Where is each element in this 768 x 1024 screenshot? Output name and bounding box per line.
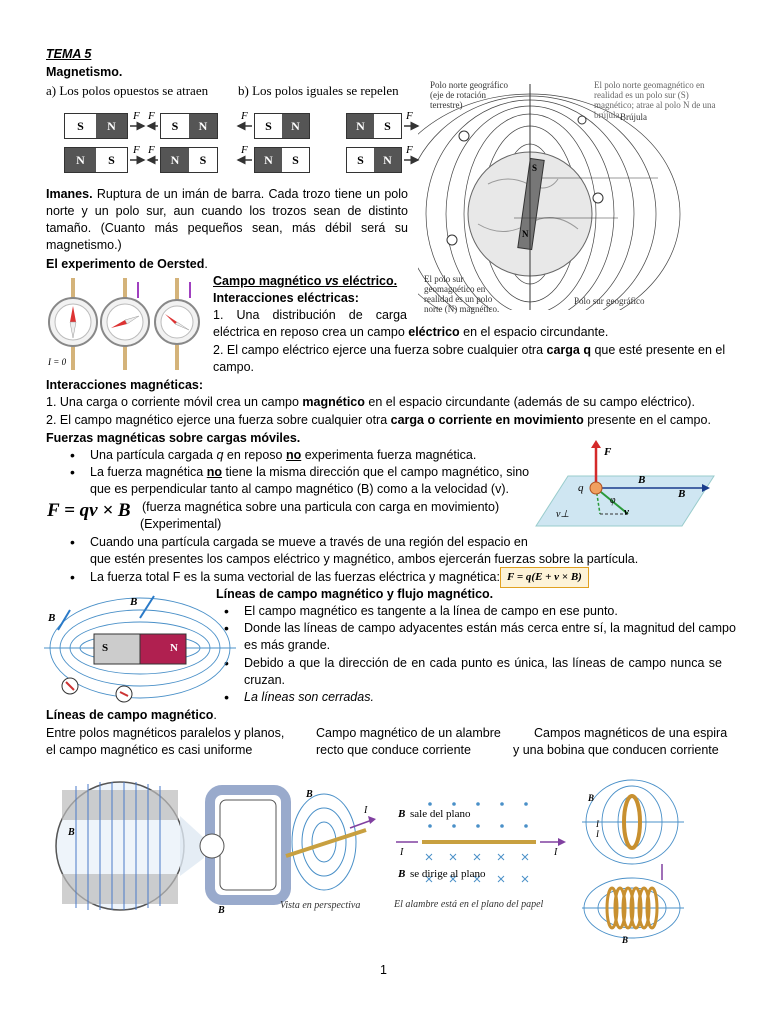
page-title: Magnetismo. bbox=[46, 65, 123, 79]
tema-heading: TEMA 5 bbox=[46, 47, 92, 61]
elec-item-2: 2. El campo eléctrico ejerce una fuerza sobre cualquier otra carga q que esté presente en el bbox=[213, 343, 726, 357]
fuerzas-bullet-1: • Una partícula cargada q en reposo no experimenta fuerza magnética. bbox=[90, 447, 476, 464]
fuerzas-bullet-3-cont: que estén presentes los campos eléctrico y magnético, ambos ejercerán fuerzas sobre la partícula. bbox=[90, 552, 639, 566]
magnet-bar: S N bbox=[160, 113, 218, 139]
col3-line2: y una bobina que conducen corriente bbox=[513, 743, 719, 757]
loop-coil-figure: B I I B bbox=[580, 776, 688, 946]
lineas-title: Líneas de campo magnético. bbox=[46, 708, 217, 722]
bar-magnet-field-figure: B B S N bbox=[44, 590, 236, 704]
loop-coil-icon bbox=[580, 776, 688, 946]
magnet-bar: S N bbox=[64, 113, 128, 139]
poles-a-caption: a) Los polos opuestos se atraen bbox=[46, 83, 209, 98]
col1-line1: Entre polos magnéticos paralelos y planos, bbox=[46, 726, 285, 740]
flujo-point-4: • La líneas son cerradas. bbox=[244, 689, 374, 706]
earth-field-figure: S N Polo norte geográfico (eje de rotación terrestre) El polo norte geomagnético en realidad es un polo sur (S) magnético; atrae al polo N de una brújula. Brújula El polo sur geomagnético en realidad es un polo norte (N) magnético. Polo sur geográfico bbox=[418, 74, 724, 310]
uniform-field-icon bbox=[54, 776, 294, 926]
total-force-formula: F = q(E + v × B) bbox=[500, 567, 589, 588]
north-magnetic-note: El polo norte geomagnético en realidad es un polo sur (S) magnético; atrae al polo N de una brújula. bbox=[594, 80, 716, 120]
lorentz-formula: F = qv × B bbox=[47, 500, 131, 521]
sale-label: sale del plano bbox=[410, 808, 471, 820]
page-number: 1 bbox=[380, 963, 387, 977]
fuerzas-bullet-3: • Cuando una partícula cargada se mueve a través de una región del espacio en bbox=[90, 534, 528, 551]
inter-elec-title: Interacciones eléctricas: bbox=[213, 291, 359, 305]
magnet-bar: N S bbox=[254, 147, 310, 173]
perspectiva-caption: Vista en perspectiva bbox=[280, 900, 361, 911]
field-lines-icon bbox=[44, 590, 236, 704]
south-geo-label: Polo sur geográfico bbox=[574, 296, 645, 306]
north-geo-label: Polo norte geográfico (eje de rotación terrestre) bbox=[430, 80, 508, 110]
mag-item-1: 1. Una carga o corriente móvil crea un campo magnético en el espacio circundante (además de su campo eléctrico). bbox=[46, 395, 695, 409]
imanes-paragraph: Imanes. Ruptura de un imán de barra. Cada trozo tiene un polo norte y un polo sur, aun cuando los trozos sean de distinto tamaño. (Cuanto más pequeños sean, más débil será su magnetismo.) bbox=[46, 187, 408, 252]
col2-line1: Campo magnético de un alambre bbox=[316, 726, 501, 740]
poles-b-caption: b) Los polos iguales se repelen bbox=[238, 83, 399, 98]
magnet-bar: N S bbox=[64, 147, 128, 173]
lineas-flujo-title: Líneas de campo magnético y flujo magnético. bbox=[216, 587, 494, 601]
flujo-point-3-cont: cruzan. bbox=[244, 673, 285, 687]
compass-icon bbox=[44, 278, 200, 370]
fuerzas-bullet-2-cont: que es perpendicular tanto al campo magnético (B) como a la velocidad (v). bbox=[90, 482, 509, 496]
elec-item-2-cont: campo. bbox=[213, 360, 254, 374]
elec-item-1-cont: eléctrica en reposo crea un campo eléctrico en el espacio circundante. bbox=[213, 325, 609, 339]
uniform-field-figure: B B bbox=[54, 776, 294, 926]
magnet-bar: N S bbox=[346, 113, 402, 139]
flujo-point-1: • El campo magnético es tangente a la línea de campo en ese punto. bbox=[244, 603, 618, 620]
wire-perspective-figure: B I Vista en perspectiva bbox=[280, 776, 380, 916]
wire-plane-figure: B sale del plano I I B se dirige al plano El alambre está en el plano del papel bbox=[392, 790, 572, 916]
south-geomagnetic-label: El polo sur geomagnético en realidad es un polo norte (N) magnético. bbox=[424, 274, 500, 314]
formula-desc: (fuerza magnética sobre una particula con carga en movimiento) bbox=[142, 500, 500, 514]
compass-label: Brújula bbox=[620, 112, 647, 122]
magnet-bar: N S bbox=[160, 147, 218, 173]
force-diagram: F B B q φ v⊥ v bbox=[534, 440, 716, 532]
force-arrows-icon bbox=[0, 0, 420, 180]
fuerzas-bullet-2: • La fuerza magnética no tiene la misma dirección que el campo magnético, sino bbox=[90, 464, 529, 481]
col1-line2: el campo magnético es casi uniforme bbox=[46, 743, 253, 757]
dirige-label: se dirige al plano bbox=[410, 868, 486, 880]
fuerzas-bullet-4: • La fuerza total F es la suma vectorial de las fuerzas eléctrica y magnética: bbox=[90, 569, 500, 586]
elec-item-1: 1. Una distribución de carga bbox=[213, 308, 407, 322]
oersted-figure: I = 0 bbox=[44, 278, 200, 370]
wire-field-icon bbox=[280, 776, 380, 906]
flujo-point-3: • Debido a que la dirección de en cada punto es única, las líneas de campo nunca se bbox=[244, 655, 722, 672]
flujo-point-2-cont: es más grande. bbox=[244, 638, 331, 652]
flujo-point-2: • Donde las líneas de campo adyacentes están más cerca entre sí, la magnitud del campo bbox=[244, 620, 736, 637]
col3-line1: Campos magnéticos de una espira bbox=[534, 726, 728, 740]
magnet-bar: S N bbox=[254, 113, 310, 139]
fuerzas-title: Fuerzas magnéticas sobre cargas móviles. bbox=[46, 431, 301, 445]
campo-vs-title: Campo magnético vs eléctrico. bbox=[213, 274, 398, 288]
mag-item-2: 2. El campo magnético ejerce una fuerza sobre cualquier otra carga o corriente en movimiento presente en el campo. bbox=[46, 413, 711, 427]
col2-line2: recto que conduce corriente bbox=[316, 743, 471, 757]
magnet-bar: S N bbox=[346, 147, 402, 173]
oersted-title: El experimento de Oersted. bbox=[46, 257, 208, 271]
inter-mag-title: Interacciones magnéticas: bbox=[46, 378, 204, 392]
plano-papel-caption: El alambre está en el plano del papel bbox=[394, 899, 544, 910]
experimental-note: (Experimental) bbox=[140, 517, 222, 531]
